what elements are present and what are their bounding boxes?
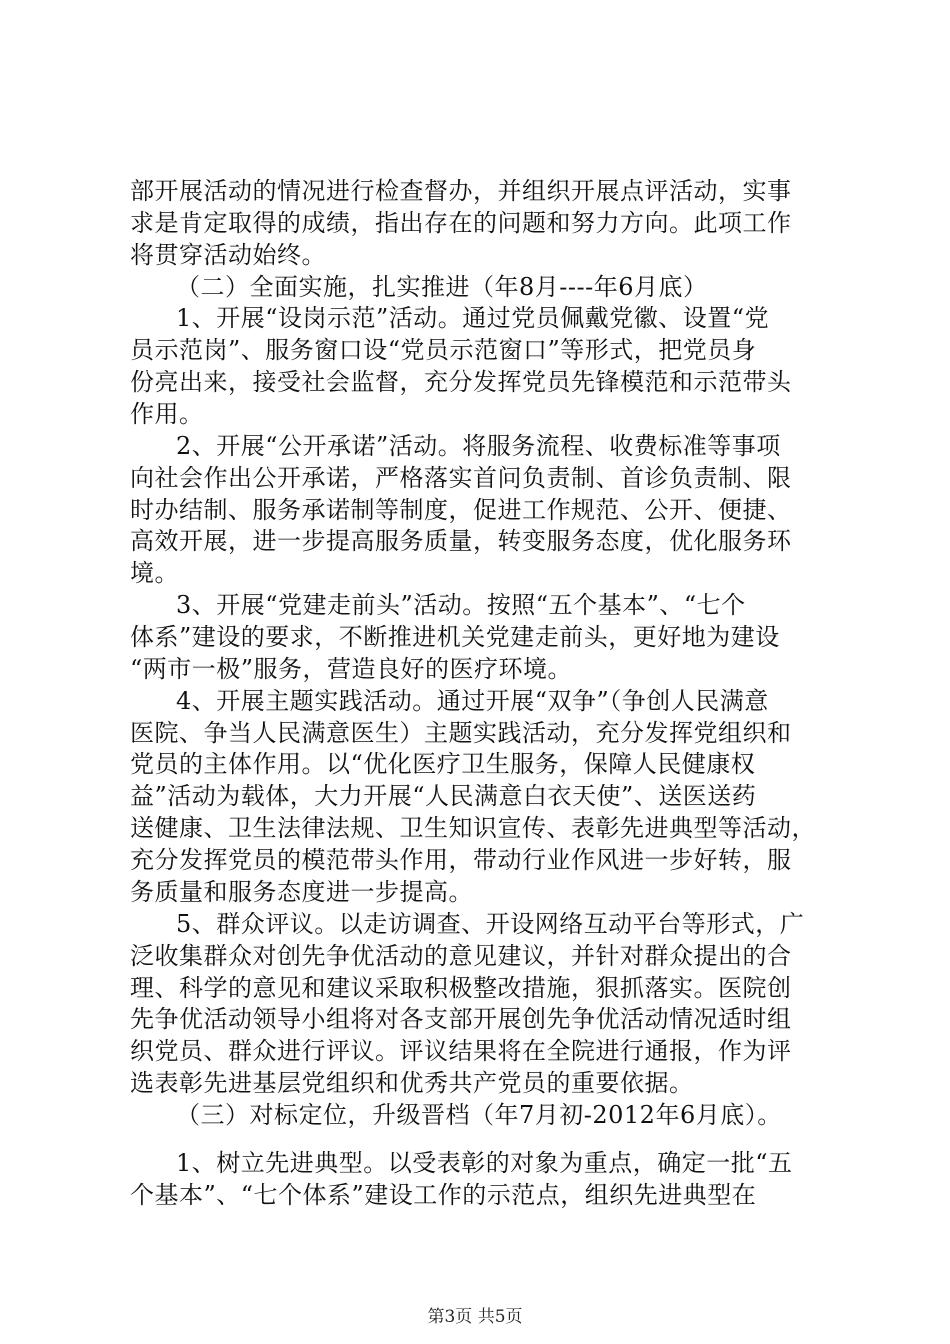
text-line: 将贯穿活动始终。 (130, 241, 326, 269)
text-line: “两市一极”服务，营造良好的医疗环境。 (130, 655, 573, 683)
text-line: 送健康、卫生法律法规、卫生知识宣传、表彰先进典型等活动， (130, 814, 816, 842)
text-line: 3、开展“党建走前头”活动。按照“五个基本”、“七个 (176, 591, 746, 619)
text-line: 党员的主体作用。以“优化医疗卫生服务，保障人民健康权 (130, 750, 756, 778)
text-line: 向社会作出公开承诺，严格落实首问负责制、首诊负责制、限 (130, 464, 792, 492)
text-line: 理、科学的意见和建议采取积极整改措施，狠抓落实。医院创 (130, 974, 792, 1002)
text-line: 医院、争当人民满意医生）主题实践活动，充分发挥党组织和 (130, 719, 792, 747)
section-heading: （二）全面实施，扎实推进（年8月----年6月底） (176, 273, 708, 301)
text-line: 泛收集群众对创先争优活动的意见建议，并针对群众提出的合 (130, 942, 792, 970)
text-line: 充分发挥党员的模范带头作用，带动行业作风进一步好转，服 (130, 846, 792, 874)
text-line: 员示范岗”、服务窗口设“党员示范窗口”等形式，把党员身 (130, 336, 757, 364)
text-line: 4、开展主题实践活动。通过开展“双争”（争创人民满意 (176, 687, 769, 715)
text-line: 作用。 (130, 400, 204, 428)
text-line: 体系”建设的要求，不断推进机关党建走前头，更好地为建设 (130, 623, 780, 651)
text-line: 个基本”、“七个体系”建设工作的示范点，组织先进典型在 (130, 1181, 757, 1209)
text-line: 高效开展，进一步提高服务质量，转变服务态度，优化服务环 (130, 527, 792, 555)
section-heading: （三）对标定位，升级晋档（年7月初-2012年6月底）。 (176, 1101, 782, 1129)
text-line: 1、开展“设岗示范”活动。通过党员佩戴党徽、设置“党 (176, 304, 770, 332)
text-line: 1、树立先进典型。以受表彰的对象为重点，确定一批“五 (176, 1149, 793, 1177)
text-line: 2、开展“公开承诺”活动。将服务流程、收费标准等事项 (176, 432, 781, 460)
text-line: 务质量和服务态度进一步提高。 (130, 878, 473, 906)
text-line: 时办结制、服务承诺制等制度，促进工作规范、公开、便捷、 (130, 496, 792, 524)
page-footer: 第3页 共5页 (427, 1307, 523, 1327)
text-line: 份亮出来，接受社会监督，充分发挥党员先锋模范和示范带头 (130, 368, 792, 396)
text-line: 求是肯定取得的成绩，指出存在的问题和努力方向。此项工作 (130, 209, 792, 237)
text-line: 部开展活动的情况进行检查督办，并组织开展点评活动，实事 (130, 177, 792, 205)
text-line: 益”活动为载体，大力开展“人民满意白衣天使”、送医送药 (130, 782, 757, 810)
text-line: 先争优活动领导小组将对各支部开展创先争优活动情况适时组 (130, 1005, 792, 1033)
text-line: 织党员、群众进行评议。评议结果将在全院进行通报，作为评 (130, 1037, 792, 1065)
text-line: 5、群众评议。以走访调查、开设网络互动平台等形式，广 (176, 910, 805, 938)
text-line: 境。 (130, 559, 179, 587)
text-line: 选表彰先进基层党组织和优秀共产党员的重要依据。 (130, 1069, 694, 1097)
